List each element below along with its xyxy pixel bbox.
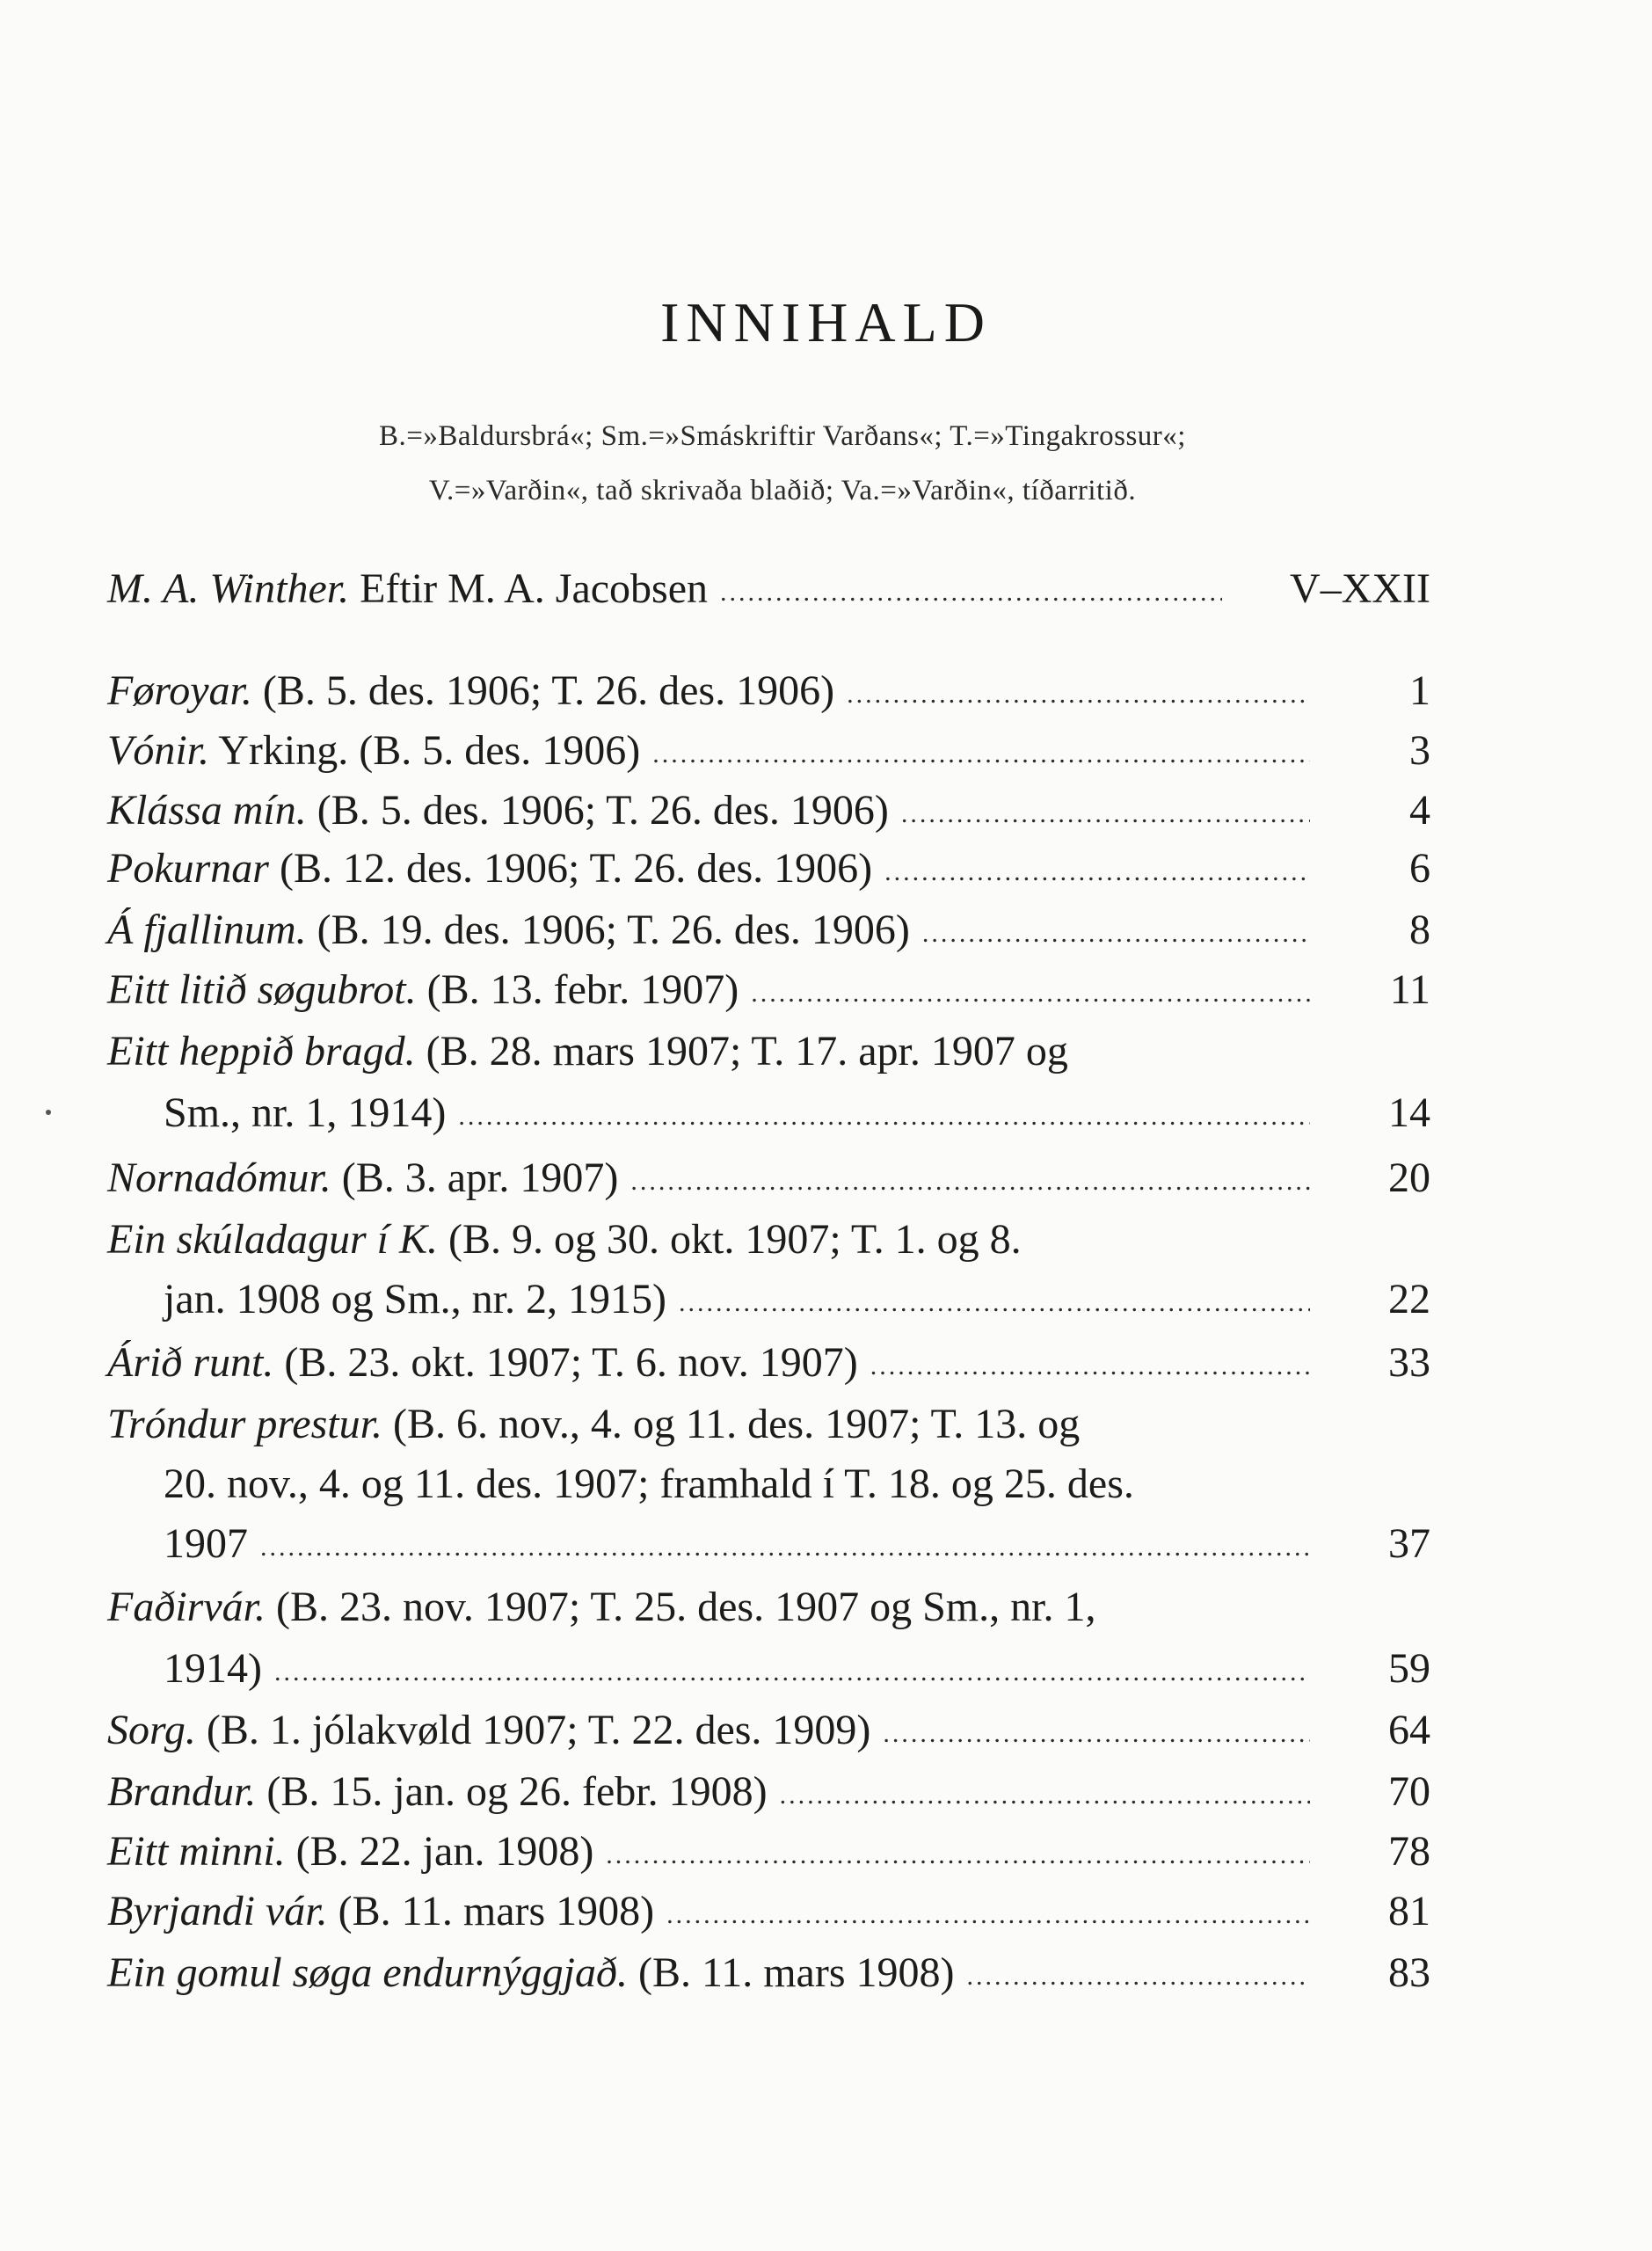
entry-page-number: 1 bbox=[1409, 667, 1430, 714]
entry-source: (B. 11. mars 1908) bbox=[327, 1888, 655, 1934]
entry-source: Sm., nr. 1, 1914) bbox=[164, 1089, 447, 1136]
toc-entry-line bbox=[164, 1519, 1310, 1568]
toc-entry-line bbox=[107, 1827, 1310, 1876]
entry-source: 1914) bbox=[164, 1645, 262, 1692]
entry-source: Yrking. (B. 5. des. 1906) bbox=[209, 727, 641, 774]
entry-title: Brandur. bbox=[107, 1768, 257, 1815]
abbreviation-legend-line-1: B.=»Baldursbrá«; Sm.=»Smáskriftir Varðans«; T.=»Tingakrossur«; bbox=[379, 420, 1186, 452]
entry-source: (B. 13. febr. 1907) bbox=[416, 966, 739, 1013]
entry-page-number: 64 bbox=[1388, 1707, 1430, 1753]
toc-entry-intro bbox=[0, 565, 1652, 626]
dot-leader bbox=[922, 919, 1310, 949]
dot-leader bbox=[666, 1900, 1310, 1930]
entry-page-number: 22 bbox=[1388, 1276, 1430, 1322]
entry-page-number: 4 bbox=[1409, 787, 1430, 834]
dot-leader bbox=[870, 1351, 1310, 1381]
entry-page-number: 70 bbox=[1388, 1768, 1430, 1815]
toc-entry-line bbox=[107, 1027, 1068, 1075]
toc-entry-line bbox=[107, 1706, 1310, 1754]
entry-source: (B. 28. mars 1907; T. 17. apr. 1907 og bbox=[415, 1028, 1068, 1075]
entry-page-number: 14 bbox=[1388, 1089, 1430, 1136]
entry-source: (B. 5. des. 1906; T. 26. des. 1906) bbox=[251, 667, 835, 714]
entry-title: Faðirvár. bbox=[107, 1584, 266, 1630]
entry-page-number: 37 bbox=[1388, 1520, 1430, 1567]
entry-source: 1907 bbox=[164, 1520, 248, 1567]
toc-entry-line bbox=[107, 906, 1310, 954]
entry-source: (B. 9. og 30. okt. 1907; T. 1. og 8. bbox=[438, 1216, 1022, 1263]
toc-entry-line bbox=[107, 1767, 1310, 1816]
dot-leader bbox=[966, 1962, 1310, 1992]
entry-page-number: V–XXII bbox=[1290, 565, 1430, 612]
dot-leader bbox=[260, 1533, 1310, 1563]
toc-entry-line bbox=[107, 1338, 1310, 1387]
toc-entry-line bbox=[107, 1583, 1095, 1631]
dot-leader bbox=[606, 1840, 1310, 1870]
entry-title: Árið runt. bbox=[107, 1339, 274, 1386]
entry-page-number: 59 bbox=[1388, 1645, 1430, 1692]
entry-title: Eitt heppið bragd. bbox=[107, 1028, 416, 1075]
entry-page-number: 81 bbox=[1388, 1888, 1430, 1934]
entry-title: Eitt litið søgubrot. bbox=[107, 966, 417, 1013]
entry-title: M. A. Winther. bbox=[107, 565, 350, 612]
entry-title: Klássa mín. bbox=[107, 787, 307, 834]
entry-source: (B. 11. mars 1908) bbox=[627, 1949, 955, 1996]
entry-source: (B. 15. jan. og 26. febr. 1908) bbox=[256, 1768, 768, 1815]
dot-leader bbox=[720, 578, 1222, 608]
entry-source: (B. 3. apr. 1907) bbox=[331, 1155, 619, 1201]
toc-entry-line bbox=[107, 844, 1310, 892]
abbreviation-legend-line-2: V.=»Varðin«, tað skrivaða blaðið; Va.=»Varðin«, tíðarritið. bbox=[428, 475, 1137, 506]
entry-source: (B. 22. jan. 1908) bbox=[285, 1828, 594, 1875]
toc-entry-line bbox=[164, 1460, 1134, 1508]
toc-entry-line bbox=[107, 1400, 1080, 1448]
toc-entry-line bbox=[107, 726, 1310, 775]
toc-entry-line bbox=[164, 1275, 1310, 1323]
entry-title: Tróndur prestur. bbox=[107, 1401, 382, 1447]
entry-title: Á fjallinum. bbox=[107, 907, 307, 953]
dot-leader bbox=[901, 799, 1310, 829]
toc-entry-line bbox=[107, 965, 1310, 1014]
entry-source: (B. 1. jólakvøld 1907; T. 22. des. 1909) bbox=[195, 1707, 871, 1753]
entry-page-number: 3 bbox=[1409, 727, 1430, 774]
entry-title: Føroyar. bbox=[107, 667, 252, 714]
dot-leader bbox=[780, 1781, 1310, 1810]
toc-entry-line bbox=[107, 1154, 1310, 1202]
entry-title: Sorg. bbox=[107, 1707, 196, 1753]
entry-title: Byrjandi vár. bbox=[107, 1888, 328, 1934]
dot-leader bbox=[884, 857, 1310, 887]
entry-source: (B. 6. nov., 4. og 11. des. 1907; T. 13. og bbox=[382, 1401, 1081, 1447]
entry-source: 20. nov., 4. og 11. des. 1907; framhald í T. 18. og 25. des. bbox=[164, 1461, 1134, 1507]
dot-leader bbox=[847, 680, 1310, 710]
entry-source: Eftir M. A. Jacobsen bbox=[349, 565, 709, 612]
dot-leader bbox=[458, 1102, 1310, 1132]
toc-entry-line bbox=[164, 1089, 1310, 1137]
entry-page-number: 20 bbox=[1388, 1155, 1430, 1201]
entry-source: (B. 23. nov. 1907; T. 25. des. 1907 og Sm., nr. 1, bbox=[266, 1584, 1096, 1630]
page-title: INNIHALD bbox=[660, 291, 992, 353]
toc-entry-line bbox=[107, 1215, 1022, 1264]
entry-page-number: 33 bbox=[1388, 1339, 1430, 1386]
entry-title: Nornadómur. bbox=[107, 1155, 331, 1201]
entry-title: Eitt minni. bbox=[107, 1828, 286, 1875]
entry-source: (B. 12. des. 1906; T. 26. des. 1906) bbox=[268, 845, 873, 892]
toc-entry-line bbox=[107, 786, 1310, 834]
print-speck bbox=[46, 1110, 51, 1115]
dot-leader bbox=[883, 1719, 1310, 1749]
dot-leader bbox=[630, 1167, 1310, 1197]
entry-page-number: 83 bbox=[1388, 1949, 1430, 1996]
toc-entry-line bbox=[107, 667, 1310, 715]
entry-page-number: 11 bbox=[1389, 966, 1430, 1013]
entry-page-number: 6 bbox=[1409, 845, 1430, 892]
entry-source: jan. 1908 og Sm., nr. 2, 1915) bbox=[164, 1276, 666, 1322]
toc-entry-line bbox=[107, 1887, 1310, 1935]
toc-entry-line bbox=[107, 1949, 1310, 1997]
entry-title: Ein skúladagur í K. bbox=[107, 1216, 439, 1263]
dot-leader bbox=[652, 739, 1310, 769]
dot-leader bbox=[751, 979, 1310, 1009]
entry-page-number: 78 bbox=[1388, 1828, 1430, 1875]
entry-page-number: 8 bbox=[1409, 907, 1430, 953]
entry-source: (B. 23. okt. 1907; T. 6. nov. 1907) bbox=[273, 1339, 858, 1386]
toc-entry-line bbox=[164, 1644, 1310, 1693]
entry-source: (B. 19. des. 1906; T. 26. des. 1906) bbox=[306, 907, 910, 953]
entry-title: Pokurnar bbox=[107, 845, 269, 892]
entry-title: Vónir. bbox=[107, 727, 210, 774]
entry-source: (B. 5. des. 1906; T. 26. des. 1906) bbox=[306, 787, 889, 834]
dot-leader bbox=[274, 1657, 1310, 1687]
dot-leader bbox=[679, 1288, 1310, 1318]
entry-title: Ein gomul søga endurnýggjað. bbox=[107, 1949, 628, 1996]
